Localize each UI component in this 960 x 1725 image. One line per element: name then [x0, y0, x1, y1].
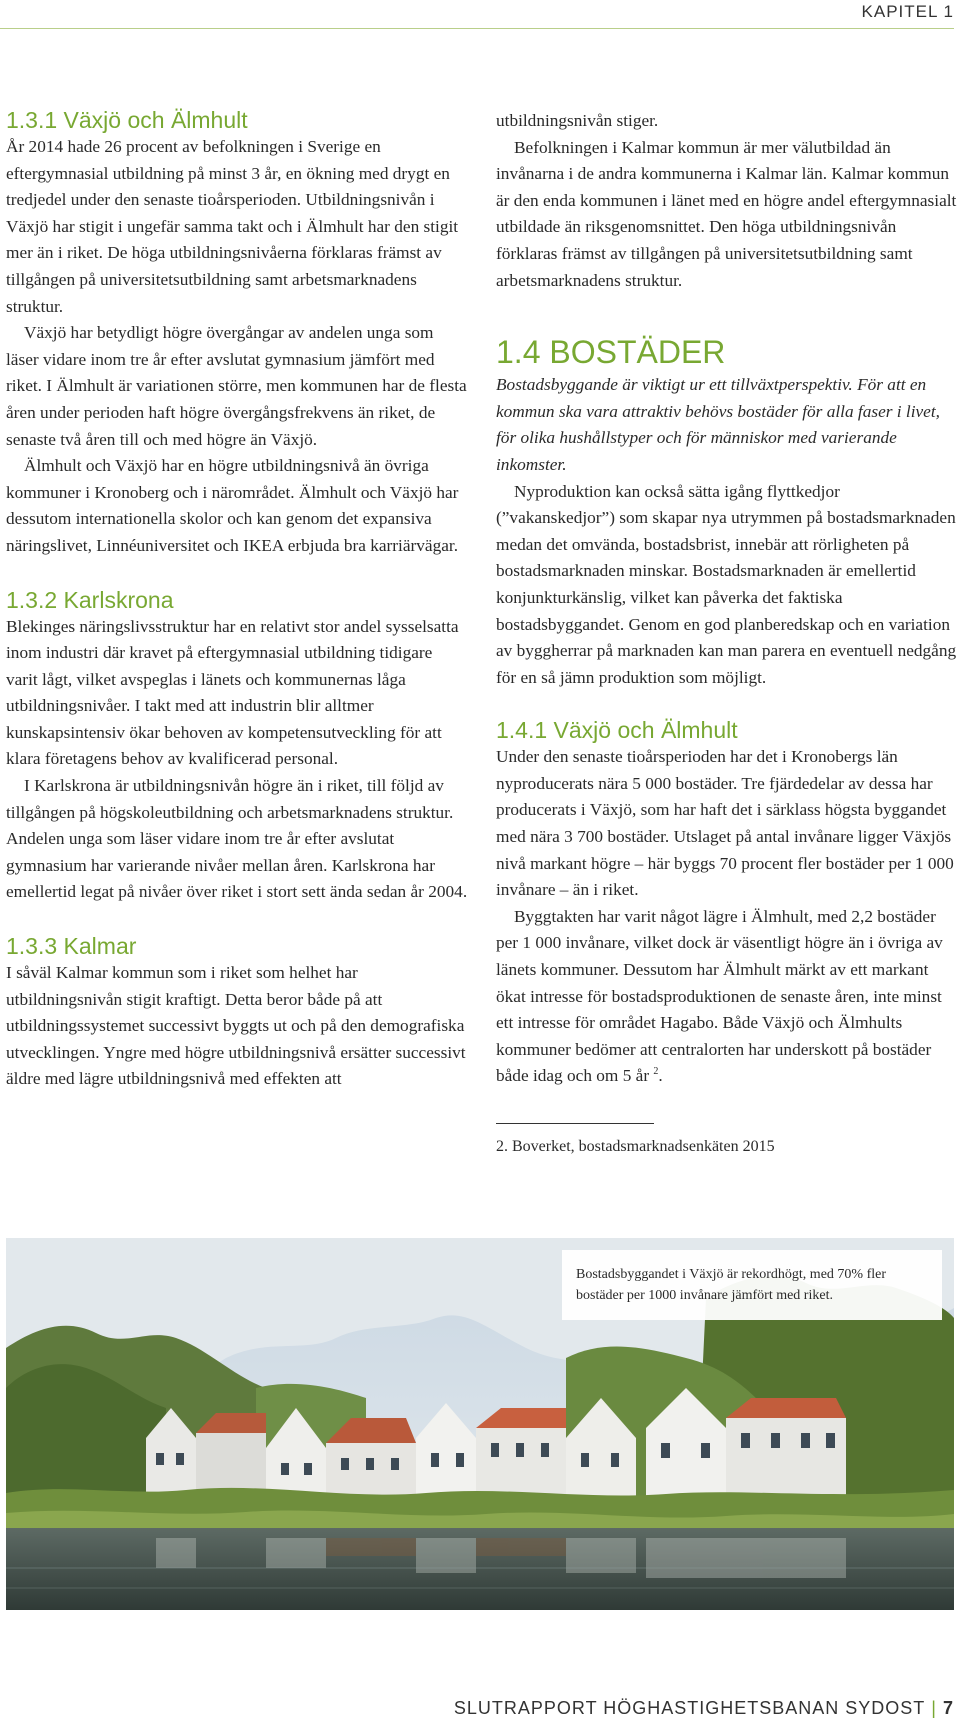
- left-column: [6, 106, 468, 1093]
- lead-paragraph: Bostadsbyggande är viktigt ur ett tillväxtperspektiv. För att en kommun ska vara attraktiv behövs bostäder för alla faser i livet, för olika hushållstyper och för människor med varierande inkomster.: [496, 375, 940, 474]
- chapter-label: KAPITEL 1: [861, 2, 954, 21]
- heading-1-4-1: 1.4.1 Växjö och Älmhult: [496, 717, 738, 744]
- photo-caption: [562, 1250, 942, 1320]
- footnote-divider: [496, 1123, 654, 1124]
- running-footer: [454, 1698, 954, 1719]
- right-column: [496, 108, 958, 1158]
- heading-1-3-3: 1.3.3 Kalmar: [6, 933, 137, 960]
- paragraph: I såväl Kalmar kommun som i riket som helhet har utbildningsnivån stigit kraftigt. Detta beror både på att utbildningssystemet successivt byggts ut och på den demografiska utvecklingen. Yngre med högre utbildningsnivå ersätter successivt äldre med lägre utbildningsnivå med effekten att: [6, 963, 466, 1089]
- paragraph: Nyproduktion kan också sätta igång flyttkedjor (”vakanskedjor”) som skapar nya utrymmen på bostadsmarknaden medan det omvända, bostadsbrist, innebär att rörligheten på bostadsmarknaden minskar. Bostadsmarknaden är emellertid konjunkturkänslig, vilket kan påverka det faktiska bostadsbyggandet. Genom en god planberedskap och en variation av byggherrar på marknaden kan man parera en eventuell nedgång för en så jämn produktion som möjligt.: [496, 481, 957, 687]
- paragraph: Älmhult och Växjö har en högre utbildningsnivå än övriga kommuner i Kronoberg och i närområdet. Älmhult och Växjö har dessutom internationella skolor och kan genom det expansiva näringslivet, Linnéuniversitet och IKEA erbjuda bra karriärvägar.: [6, 456, 459, 555]
- paragraph: Blekinges näringslivsstruktur har en relativt stor andel sysselsatta inom industri där kravet på eftergymnasial utbildning tidigare varit lågt, vilket avspeglas i länets och kommunernas låga utbildningsnivåer. I takt med att industrin blir alltmer kunskapsintensiv ökar behoven av kompetensutveckling för att klara företagens behov av kvalificerad personal.: [6, 616, 459, 769]
- paragraph: Växjö har betydligt högre övergångar av andelen unga som läser vidare inom tre år efter avslutat gymnasium jämfört med riket. I Älmhult är variationen större, men kommunen har de flesta åren under perioden haft högre övergångsfrekvens än riket, de senaste två åren till och med högre än Växjö.: [6, 323, 467, 449]
- heading-1-3-2: 1.3.2 Karlskrona: [6, 586, 174, 613]
- heading-1-3-1: 1.3.1 Växjö och Älmhult: [6, 107, 248, 133]
- report-title: SLUTRAPPORT HÖGHASTIGHETSBANAN SYDOST: [453, 1698, 926, 1718]
- running-header: [0, 0, 954, 29]
- footnote-reference[interactable]: 2: [653, 1066, 659, 1078]
- paragraph: Befolkningen i Kalmar kommun är mer välutbildad än invånarna i de andra kommunerna i Kalmar län. Kalmar kommun är den enda kommunen i länet med en högre andel eftergymnasialt utbildade än riksgenomsnittet. Den höga utbildningsnivån förklaras främst av tillgången på universitetsutbildning samt arbetsmarknadens struktur.: [496, 137, 957, 290]
- heading-1-4: 1.4 BOSTÄDER: [496, 334, 726, 371]
- caption-text: Bostadsbyggandet i Växjö är rekordhögt, med 70% fler bostäder per 1000 invånare jämfört med riket.: [576, 1267, 887, 1303]
- paragraph: I Karlskrona är utbildningsnivån högre än i riket, till följd av tillgången på högskoleutbildning och arbetsmarknadens struktur. Andelen unga som läser vidare inom tre år efter avslutat gymnasium har varierande nivåer mellan åren. Karlskrona har emellertid legat på nivåer över riket i stort sett ända sedan år 2004.: [6, 776, 468, 902]
- paragraph: utbildningsnivån stiger.: [496, 111, 659, 130]
- paragraph: Byggtakten har varit något lägre i Älmhult, med 2,2 bostäder per 1 000 invånare, vilket dock är väsentligt högre än i övriga av länets kommuner. Dessutom har Älmhult märkt av ett markant ökat intresse för bostadsproduktionen de senaste åren, inte minst ett intresse för området Hagabo. Både Växjö och Älmhults kommuner bedömer att centralorten har underskott på bostäder både idag och om 5 år $^2$.: [496, 906, 943, 1086]
- paragraph: År 2014 hade 26 procent av befolkningen i Sverige en eftergymnasial utbildning på minst 3 år, en ökning med drygt en tredjedel under den senaste tioårsperioden. Utbildningsnivån i Växjö har stigit i ungefär samma takt och i Älmhult har den stigit mer än i riket. De höga utbildningsnivåerna förklaras främst av tillgången på universitetsutbildning samt arbetsmarknadens struktur.: [6, 137, 459, 316]
- page-number: 7: [942, 1698, 954, 1718]
- footer-separator: |: [931, 1698, 937, 1718]
- footnote: 2. Boverket, bostadsmarknadsenkäten 2015: [496, 1138, 775, 1155]
- paragraph: Under den senaste tioårsperioden har det i Kronobergs län nyproducerats nära 5 000 bostäder. Tre fjärdedelar av dessa har producerats i Växjö, som har haft det i särklass högsta byggandet med nära 3 700 bostäder. Utslaget på antal invånare ligger Växjös nivå markant högre – här byggs 70 procent fler bostäder per 1 000 invånare – än i riket.: [496, 747, 954, 900]
- paragraph-text: Byggtakten har varit något lägre i Älmhult, med 2,2 bostäder per 1 000 invånare, vilket dock är väsentligt högre än i övriga av länets kommuner. Dessutom har Älmhult märkt av ett markant ökat intresse för bostadsproduktionen de senaste åren, inte minst ett intresse för området Hagabo. Både Växjö och Älmhults kommuner bedömer att centralorten har underskott på bostäder både idag och om 5 år: [496, 906, 943, 1086]
